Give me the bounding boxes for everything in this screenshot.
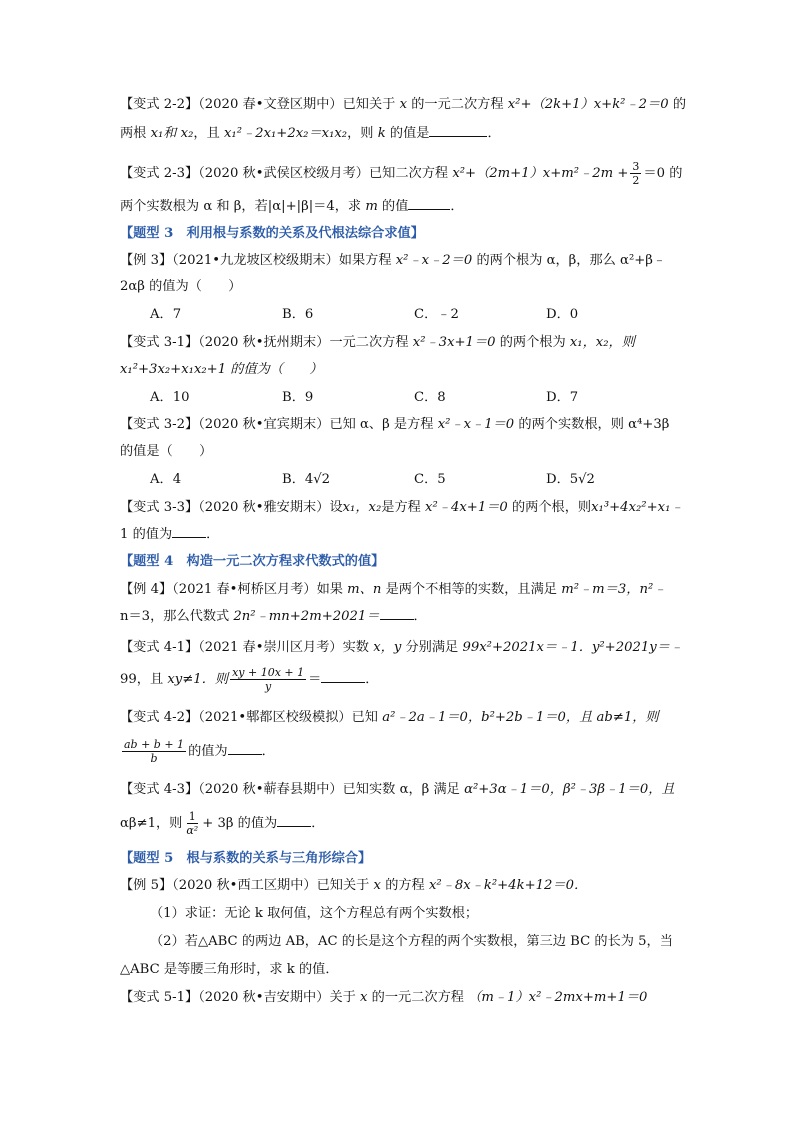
equation: x²﹣x﹣2＝0 xyxy=(395,253,473,268)
fraction: $\frac{3}{2}$ xyxy=(632,160,640,187)
variant-3-2-options xyxy=(150,467,678,493)
section-heading-3: 【题型 3 利用根与系数的关系及代根法综合求值】 xyxy=(120,226,424,241)
variant-2-3-line-1: 【变式 2-3】（2020 秋•武侯区校级月考）已知二次方程 x²+（2m+1）x+m²﹣2m + $\frac{3}{2}$ ＝0 的 xyxy=(120,160,683,187)
equation: x²﹣x﹣1＝0 xyxy=(437,417,515,432)
example-5-question-2: （2）若△ABC 的两边 AB，AC 的长是这个方程的两个实数根，第三边 BC 的长为 5，当 xyxy=(150,934,673,949)
problem-tag: 【例 4】 xyxy=(120,582,173,597)
option-b[interactable]: B．4√2 xyxy=(282,472,331,487)
example-3-options xyxy=(150,302,678,328)
answer-blank[interactable] xyxy=(172,523,206,538)
example-4-line-1: 【例 4】（2021 春•柯桥区月考）如果 m、n 是两个不相等的实数，且满足 m²﹣m＝3，n²﹣ xyxy=(120,582,667,597)
option-a[interactable]: A．4 xyxy=(150,472,182,487)
equation: x²+（2k+1）x+k²﹣2＝0 xyxy=(507,97,669,112)
example-5-line-1: 【例 5】（2020 秋•西工区期中）已知关于 x 的方程 x²﹣8x﹣k²+4k+12＝0． xyxy=(120,878,588,893)
variant-3-2-line-2: 的值是（ ） xyxy=(120,444,213,459)
variant-4-1-line-2: 99，且 xy≠1．则 $\frac{xy + 10x + 1}{y}$ ＝ ． xyxy=(120,666,379,693)
answer-blank[interactable] xyxy=(277,812,311,827)
example-3-line-1: 【例 3】（2021•九龙坡区校级期末）如果方程 x²﹣x﹣2＝0 的两个根为 α，β，那么 α²+β﹣ xyxy=(120,253,667,268)
problem-source: （2020 秋•武侯区校级月考） xyxy=(198,166,369,181)
answer-blank[interactable] xyxy=(408,195,450,210)
option-c[interactable]: C．5 xyxy=(414,472,446,487)
problem-source: （2021•九龙坡区校级期末） xyxy=(172,253,339,268)
equation: x²﹣8x﹣k²+4k+12＝0． xyxy=(428,878,588,893)
variant-4-2-line-2: $\frac{ab + b + 1}{b}$ 的值为 ． xyxy=(124,738,275,765)
equation: x²+（2m+1）x+m²﹣2m + xyxy=(452,166,629,181)
equation: x²﹣3x+1＝0 xyxy=(412,335,496,350)
variant-4-2-line-1: 【变式 4-2】（2021•郫都区校级模拟）已知 a²﹣2a﹣1＝0，b²+2b﹣1＝0，且 ab≠1，则 xyxy=(120,710,659,725)
answer-blank[interactable] xyxy=(228,740,262,755)
example-3-line-2: 2αβ 的值为（ ） xyxy=(120,279,242,294)
fraction: $\frac{ab + b + 1}{b}$ xyxy=(124,738,185,765)
variant-3-3-line-1: 【变式 3-3】（2020 秋•雅安期末）设x₁，x₂是方程 x²﹣4x+1＝0 的两个根，则x₁³+4x₂²+x₁﹣ xyxy=(120,500,684,515)
option-c[interactable]: C．8 xyxy=(414,390,446,405)
problem-source: （2020 秋•雅安期末） xyxy=(198,500,330,515)
section-heading-4: 【题型 4 构造一元二次方程求代数式的值】 xyxy=(120,554,385,569)
problem-tag: 【例 3】 xyxy=(120,253,173,268)
variant-2-2-line-2: 两根 x₁和 x₂，且 x₁²﹣2x₁+2x₂＝x₁x₂，则 k 的值是 ． xyxy=(120,121,678,147)
section-heading-5: 【题型 5 根与系数的关系与三角形综合】 xyxy=(120,851,372,866)
problem-source: （2020 春•文登区期中） xyxy=(198,97,343,112)
condition: x₁²﹣2x₁+2x₂＝x₁x₂ xyxy=(223,126,348,141)
problem-source: （2020 秋•抚州期末） xyxy=(198,335,330,350)
option-d[interactable]: D．0 xyxy=(546,307,579,322)
variant-4-3-line-1: 【变式 4-3】（2020 秋•蕲春县期中）已知实数 α，β 满足 α²+3α﹣1＝0，β²﹣3β﹣1＝0，且 xyxy=(120,782,675,797)
problem-tag: 【变式 4-3】 xyxy=(120,782,199,797)
problem-tag: 【变式 3-1】 xyxy=(120,335,199,350)
variant-4-1-line-1: 【变式 4-1】（2021 春•崇川区月考）实数 x，y 分别满足 99x²+2021x＝﹣1．y²+2021y＝﹣ xyxy=(120,640,684,655)
problem-source: （2021 春•柯桥区月考） xyxy=(172,582,317,597)
equation: α²+3α﹣1＝0，β²﹣3β﹣1＝0，且 xyxy=(464,782,675,797)
option-d[interactable]: D．7 xyxy=(546,390,579,405)
variant-3-1-options xyxy=(150,385,678,411)
problem-source: （2020 秋•吉安期中） xyxy=(198,990,330,1005)
variant-2-3-line-2: 两个实数根为 α 和 β，若|α|+|β|＝4，求 m 的值 ． xyxy=(120,194,678,220)
fraction: $\frac{xy + 10x + 1}{y}$ xyxy=(232,666,305,693)
variant-3-2-line-1: 【变式 3-2】（2020 秋•宜宾期末）已知 α、β 是方程 x²﹣x﹣1＝0 的两个实数根，则 α⁴+3β xyxy=(120,417,670,432)
problem-source: （2021•郫都区校级模拟） xyxy=(198,710,352,725)
example-5-question-1: （1）求证：无论 k 取何值，这个方程总有两个实数根； xyxy=(150,906,479,921)
problem-tag: 【变式 4-1】 xyxy=(120,640,199,655)
equation: 99x²+2021x＝﹣1．y²+2021y＝﹣ xyxy=(462,640,684,655)
option-c[interactable]: C．﹣2 xyxy=(414,307,459,322)
equation: （m﹣1）x²﹣2mx+m+1＝0 xyxy=(468,990,648,1005)
variant-3-1-line-2: x₁²+3x₂+x₁x₂+1 的值为（ ） xyxy=(120,362,323,377)
example-5-question-2-cont: △ABC 是等腰三角形时，求 k 的值． xyxy=(120,962,339,977)
problem-tag: 【变式 2-3】 xyxy=(120,166,199,181)
example-4-line-2: n＝3，那么代数式 2n²﹣mn+2m+2021＝ ． xyxy=(120,604,678,630)
option-a[interactable]: A．10 xyxy=(150,390,190,405)
option-b[interactable]: B．9 xyxy=(282,390,314,405)
answer-blank[interactable] xyxy=(429,122,487,137)
variant-2-2-line-1: 【变式 2-2】（2020 春•文登区期中）已知关于 x 的一元二次方程 x²+（2k+1）x+k²﹣2＝0 的 xyxy=(120,97,687,112)
option-b[interactable]: B．6 xyxy=(282,307,314,322)
problem-tag: 【例 5】 xyxy=(120,878,173,893)
problem-tag: 【变式 2-2】 xyxy=(120,97,199,112)
variant-3-1-line-1: 【变式 3-1】（2020 秋•抚州期末）一元二次方程 x²﹣3x+1＝0 的两个根为 x₁，x₂，则 xyxy=(120,335,635,350)
problem-source: （2020 秋•西工区期中） xyxy=(172,878,317,893)
answer-blank[interactable] xyxy=(380,605,414,620)
option-d[interactable]: D．5√2 xyxy=(546,472,595,487)
variant-3-3-line-2: 1 的值为 ． xyxy=(120,522,678,548)
equation: a²﹣2a﹣1＝0，b²+2b﹣1＝0，且 ab≠1，则 xyxy=(382,710,659,725)
problem-tag: 【变式 3-3】 xyxy=(120,500,199,515)
problem-tag: 【变式 5-1】 xyxy=(120,990,199,1005)
problem-source: （2020 秋•宜宾期末） xyxy=(198,417,330,432)
variant-5-1-line-1: 【变式 5-1】（2020 秋•吉安期中）关于 x 的一元二次方程 （m﹣1）x²﹣2mx+m+1＝0 xyxy=(120,990,648,1005)
problem-tag: 【变式 4-2】 xyxy=(120,710,199,725)
equation: m²﹣m＝3，n²﹣ xyxy=(561,582,667,597)
option-a[interactable]: A．7 xyxy=(150,307,182,322)
problem-source: （2021 春•崇川区月考） xyxy=(198,640,343,655)
answer-blank[interactable] xyxy=(321,668,365,683)
problem-source: （2020 秋•蕲春县期中） xyxy=(198,782,343,797)
fraction: $\frac{1}{\text{α²}}$ xyxy=(186,810,199,837)
problem-tag: 【变式 3-2】 xyxy=(120,417,199,432)
equation: x²﹣4x+1＝0 xyxy=(425,500,508,515)
variant-4-3-line-2: αβ≠1，则 $\frac{1}{\text{α²}}$ + 3β 的值为 ． xyxy=(120,810,325,837)
